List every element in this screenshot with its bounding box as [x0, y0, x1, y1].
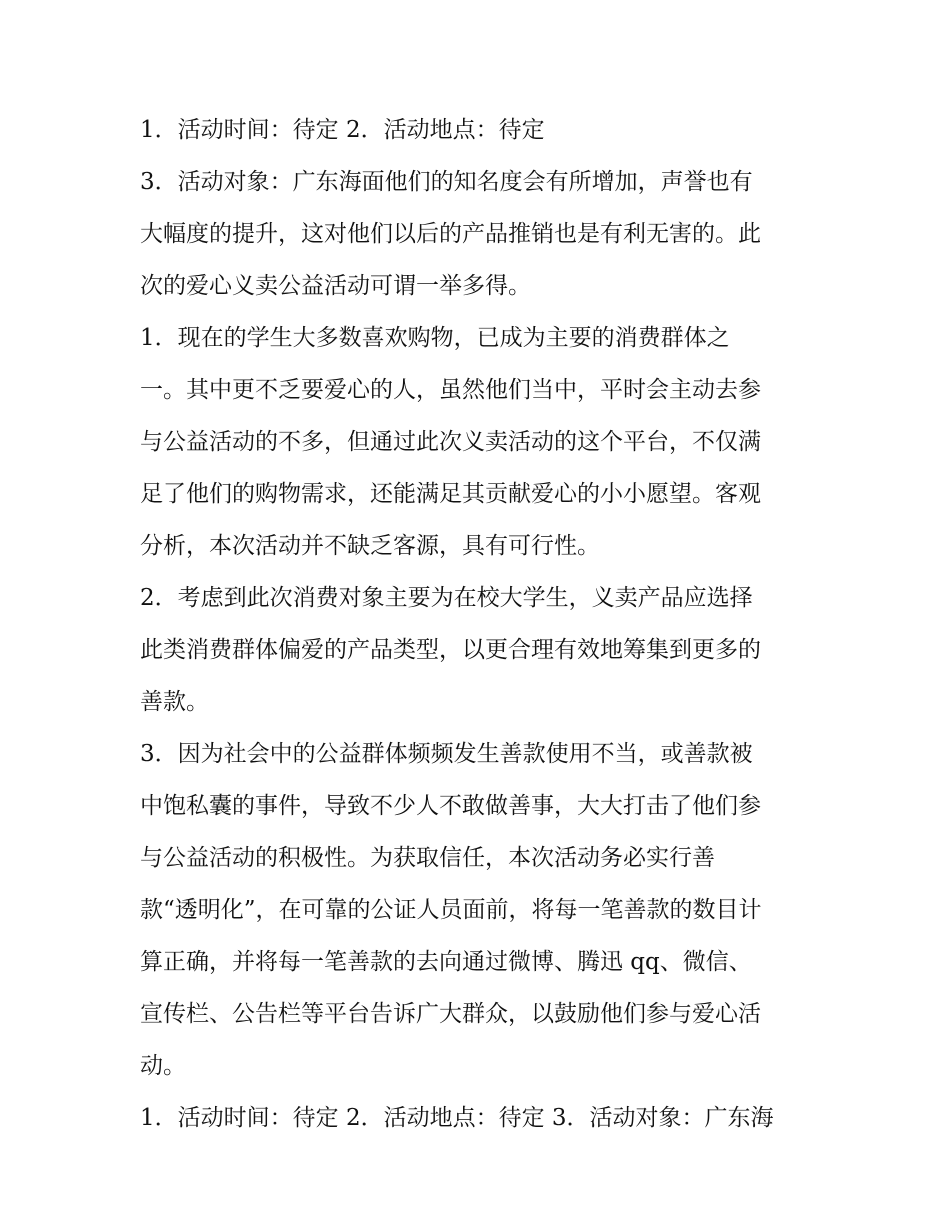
document-body	[140, 104, 820, 1144]
text-line: 大幅度的提升，这对他们以后的产品推销也是有利无害的。此	[140, 221, 761, 247]
text-line: 中饱私囊的事件，导致不少人不敢做善事，大大打击了他们参	[140, 793, 761, 819]
text-line: 足了他们的购物需求，还能满足其贡献爱心的小小愿望。客观	[140, 481, 761, 507]
text-line: 1．活动时间：待定 2．活动地点：待定	[140, 117, 545, 143]
text-line: 3．因为社会中的公益群体频频发生善款使用不当，或善款被	[140, 741, 753, 767]
text-line: 善款。	[140, 689, 209, 715]
text-line: 款“透明化”，在可靠的公证人员面前，将每一笔善款的数目计	[140, 897, 762, 923]
text-line: 3．活动对象：广东海面他们的知名度会有所增加，声誉也有	[140, 169, 753, 195]
text-line: 一。其中更不乏要爱心的人，虽然他们当中，平时会主动去参	[140, 377, 761, 403]
text-line: 1．活动时间：待定 2．活动地点：待定 3．活动对象：广东海	[140, 1105, 774, 1131]
text-line: 算正确，并将每一笔善款的去向通过微博、腾迅 qq、微信、	[140, 949, 752, 975]
text-line: 与公益活动的不多，但通过此次义卖活动的这个平台，不仅满	[140, 429, 761, 455]
text-line: 与公益活动的积极性。为获取信任，本次活动务必实行善	[140, 845, 715, 871]
text-line: 次的爱心义卖公益活动可谓一举多得。	[140, 273, 531, 299]
text-line: 宣传栏、公告栏等平台告诉广大群众，以鼓励他们参与爱心活	[140, 1001, 761, 1027]
text-line: 此类消费群体偏爱的产品类型，以更合理有效地筹集到更多的	[140, 637, 761, 663]
text-line: 1．现在的学生大多数喜欢购物，已成为主要的消费群体之	[140, 325, 730, 351]
text-line: 动。	[140, 1053, 186, 1079]
text-line: 2．考虑到此次消费对象主要为在校大学生，义卖产品应选择	[140, 585, 753, 611]
text-line: 分析，本次活动并不缺乏客源，具有可行性。	[140, 533, 600, 559]
